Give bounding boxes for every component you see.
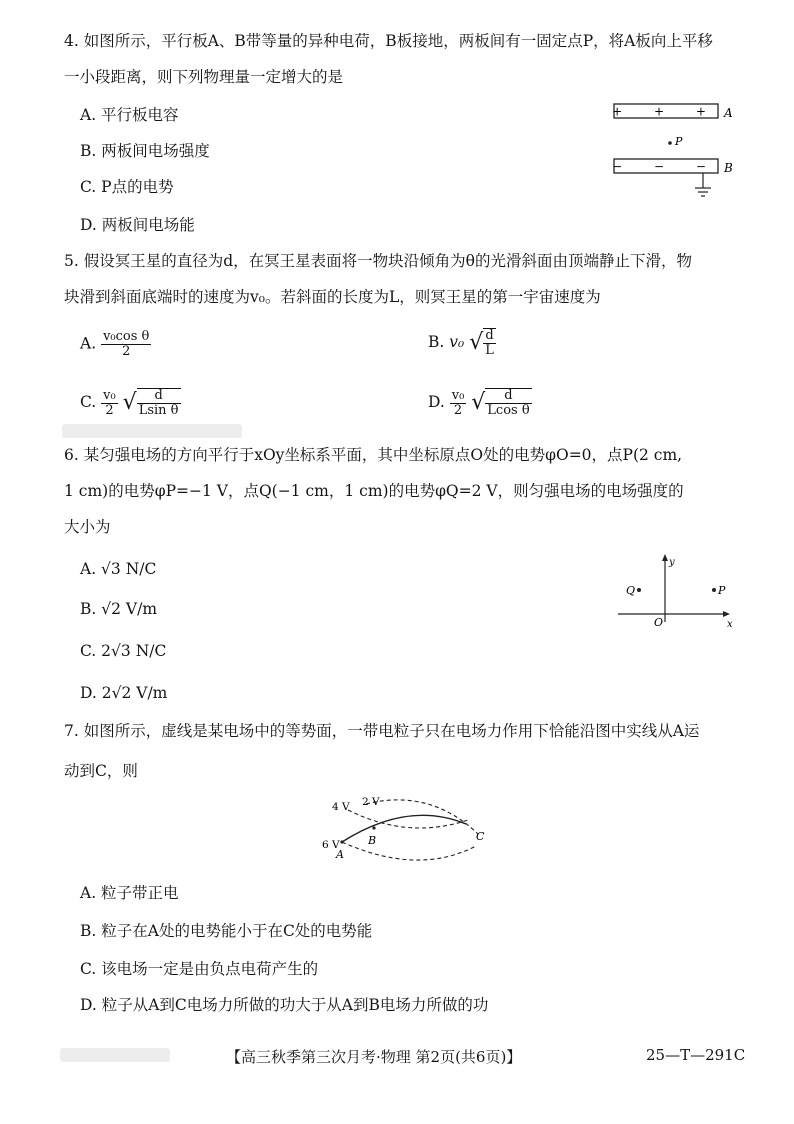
q5-stem-line1: 5. 假设冥王星的直径为d，在冥王星表面将一物块沿倾角为θ的光滑斜面由顶端静止下滑，物 <box>64 252 692 270</box>
q7-equipotential-figure <box>318 790 498 870</box>
point-p <box>668 141 672 145</box>
q5-a-fraction: $\frac{\text{v₀cos θ}}{2}$ <box>103 329 150 359</box>
q7-option-c: C. 该电场一定是由负点电荷产生的 <box>80 960 319 978</box>
plate-a-label: A <box>724 106 733 120</box>
q5-option-a: A. $\frac{\text{v₀cos θ}}{2}$ <box>80 329 150 359</box>
q7-option-d: D. 粒子从A到C电场力所做的功大于从A到B电场力所做的功 <box>80 996 489 1014</box>
q4-option-b: B. 两板间电场强度 <box>80 142 210 160</box>
equipotential-2v <box>366 800 478 834</box>
x-axis-label: x <box>727 619 733 630</box>
label-2v: 2 V <box>362 796 380 808</box>
y-axis-label: y <box>669 557 675 568</box>
point-p-label: P <box>718 584 726 597</box>
point-p-label: P <box>675 135 683 148</box>
q4-option-d: D. 两板间电场能 <box>80 216 195 234</box>
equipotential-6v <box>342 842 476 860</box>
q6-stem-line2: 1 cm)的电势φP=−1 V，点Q(−1 cm，1 cm)的电势φQ=2 V，则匀强电场的电场强度的 <box>64 482 684 500</box>
q4-stem-line2: 一小段距离，则下列物理量一定增大的是 <box>64 68 344 86</box>
q5-option-c: C. $\frac{\text{v₀}}{2}$ √ $\frac{d}{\text{Lsin θ}}$ <box>80 387 179 418</box>
q6-stem-line3: 大小为 <box>64 518 111 536</box>
label-b: B <box>368 834 377 847</box>
q7-stem-line1: 7. 如图所示，虚线是某电场中的等势面，一带电粒子只在电场力作用下恰能沿图中实线从A运 <box>64 722 700 740</box>
point-p <box>712 588 716 592</box>
q7-option-a: A. 粒子带正电 <box>80 884 179 902</box>
q6-option-a: A. √3 N/C <box>80 560 157 578</box>
q5-c-sqrt: √ $\frac{d}{\text{Lsin θ}}$ <box>122 388 179 418</box>
q6-option-c: C. 2√3 N/C <box>80 642 167 660</box>
plate-b-label: B <box>724 161 733 175</box>
q7-stem-line2: 动到C，则 <box>64 762 138 780</box>
q6-option-d: D. 2√2 V/m <box>80 684 168 702</box>
label-a: A <box>336 848 344 861</box>
q4-option-c: C. P点的电势 <box>80 178 174 196</box>
q7-option-b: B. 粒子在A处的电势能小于在C处的电势能 <box>80 922 373 940</box>
q5-stem-line2: 块滑到斜面底端时的速度为v₀。若斜面的长度为L，则冥王星的第一宇宙速度为 <box>64 288 601 306</box>
footer-exam-code: 25—T—291C <box>646 1046 746 1064</box>
origin-label: O <box>654 616 664 629</box>
label-4v: 4 V <box>332 801 350 813</box>
footer-smudge <box>60 1048 170 1062</box>
q4-stem-line1: 4. 如图所示，平行板A、B带等量的异种电荷，B板接地，两板间有一固定点P，将A板向上平移 <box>64 32 713 50</box>
q4-capacitor-figure <box>600 96 750 206</box>
point-q <box>637 588 641 592</box>
q4-option-a: A. 平行板电容 <box>80 106 179 124</box>
q5-option-d: D. $\frac{\text{v₀}}{2}$ √ $\frac{d}{\text{Lcos θ}}$ <box>428 387 530 418</box>
q6-option-b: B. √2 V/m <box>80 600 158 618</box>
particle-trajectory <box>342 815 466 842</box>
footer-page-info: 【高三秋季第三次月考·物理 第2页(共6页)】 <box>226 1048 522 1066</box>
q5-b-sqrt: √ $\frac{d}{L}$ <box>469 328 494 358</box>
plate-b-signs: − − − <box>612 159 720 174</box>
plate-a-signs: + + + <box>612 104 720 119</box>
q6-stem-line1: 6. 某匀强电场的方向平行于xOy坐标系平面，其中坐标原点O处的电势φO=0，点P(2 cm, <box>64 446 683 464</box>
q5-option-b: B. v₀ √ $\frac{d}{L}$ <box>428 328 494 358</box>
q5-d-sqrt: √ $\frac{d}{\text{Lcos θ}}$ <box>471 388 530 418</box>
point-q-label: Q <box>626 584 636 597</box>
label-6v: 6 V <box>322 839 340 851</box>
q6-coordinate-figure <box>610 552 750 632</box>
scan-smudge <box>62 424 242 438</box>
label-c: C <box>476 830 485 843</box>
